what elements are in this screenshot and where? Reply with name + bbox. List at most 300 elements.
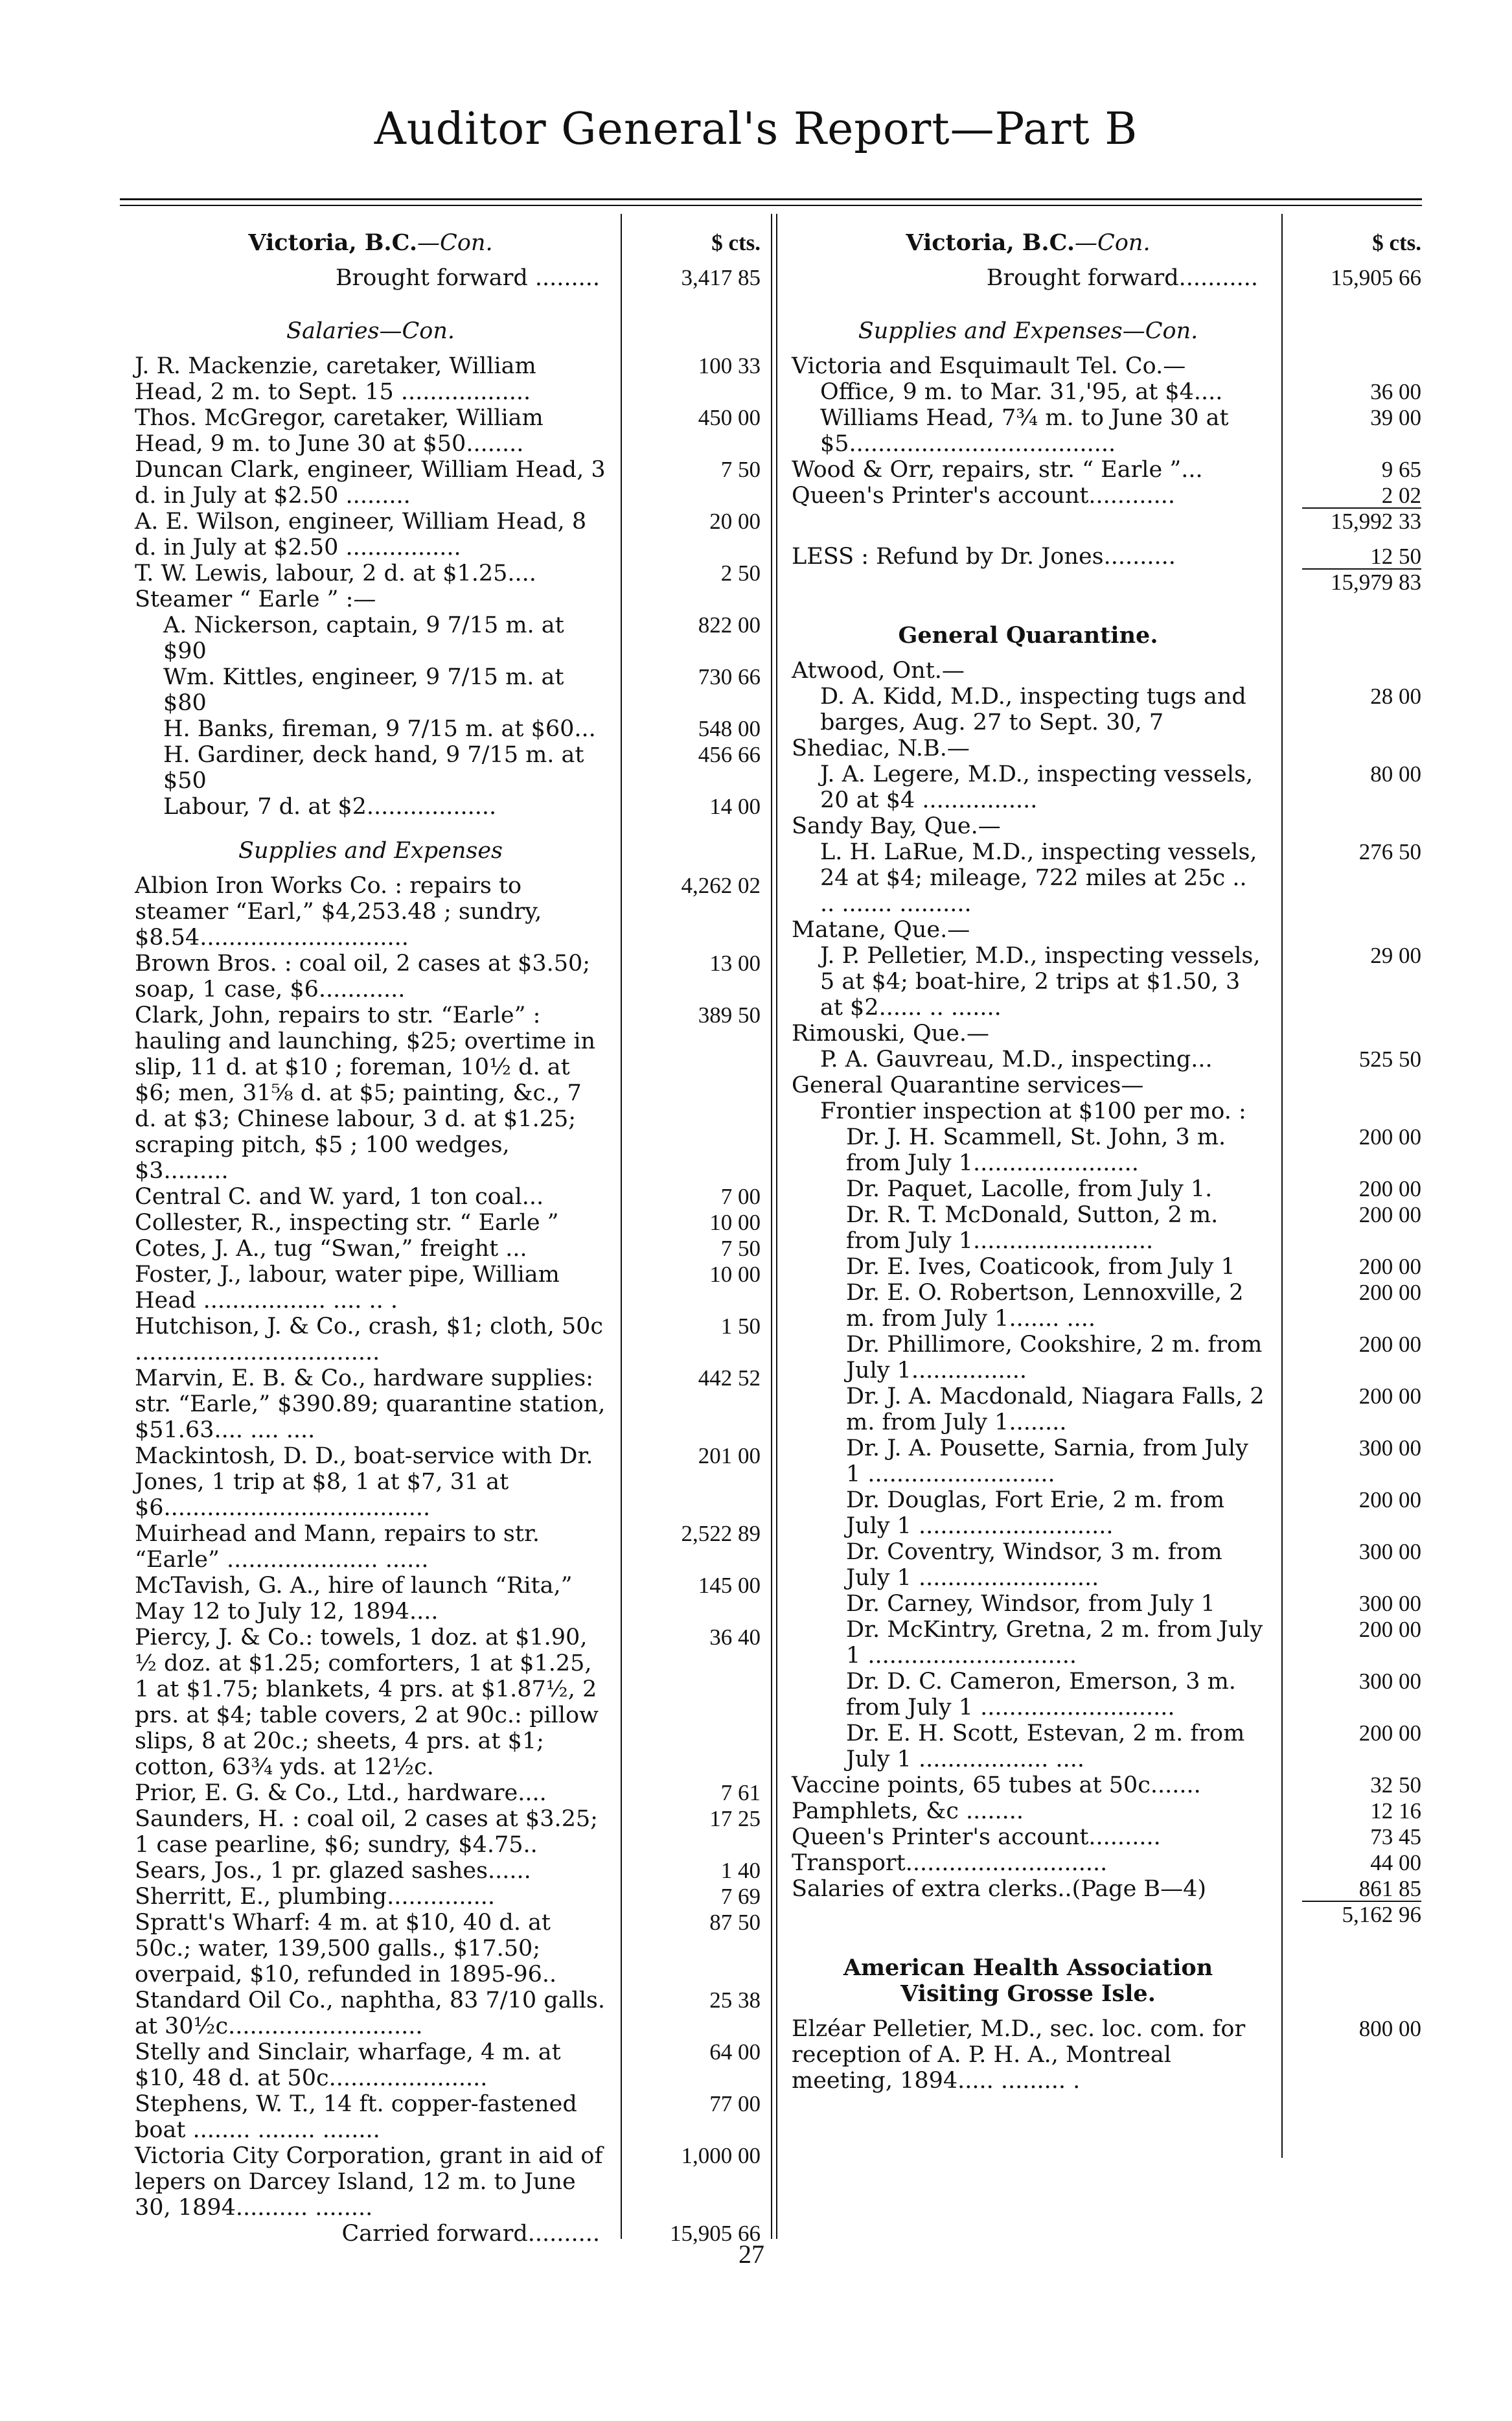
right-entry-sum: [792, 509, 1423, 535]
entry-description: [135, 716, 606, 742]
entry-amount: 36 40: [709, 1625, 761, 1650]
entry-text: Dr. Paquet, Lacolle, from July 1.: [846, 1176, 1213, 1202]
right-entry-ind2: [792, 1202, 1423, 1254]
entry-amount: 2 02: [1381, 483, 1421, 508]
right-entry-item: [792, 353, 1423, 379]
entry-text: J. A. Legere, M.D., inspecting vessels, 20 at $4 ................: [820, 761, 1254, 813]
left-entry-item: [135, 561, 763, 586]
entry-description: [135, 1236, 606, 1262]
entry-text: Rimouski, Que.—: [792, 1021, 990, 1047]
left-entry-item: [135, 1625, 763, 1780]
right-entry-bf: [792, 265, 1423, 291]
entry-description: [792, 1435, 1265, 1487]
entry-description: [792, 265, 1265, 291]
entry-amount: 20 00: [709, 509, 761, 534]
right-entry-item: [792, 483, 1423, 509]
right-entry-ind1: [792, 1047, 1423, 1072]
entry-amount: 2,522 89: [681, 1521, 761, 1546]
left-entry-item: [135, 1858, 763, 1884]
spacer: [135, 291, 763, 300]
entry-text: Brown Bros. : coal oil, 2 cases at $3.50; soap, 1 case, $6............: [135, 951, 591, 1002]
left-entry-subhead: [135, 318, 763, 344]
left-entry-item: [135, 873, 763, 951]
entry-amount: 15,905 66: [670, 2221, 761, 2246]
entry-text: Salaries—Con.: [286, 318, 455, 344]
entry-text: H. Gardiner, deck hand, 9 7/15 m. at $50: [163, 742, 584, 794]
entry-description: [792, 230, 1265, 256]
entry-description: [135, 1314, 606, 1365]
spacer: [135, 300, 763, 318]
entry-text: LESS : Refund by Dr. Jones..........: [792, 544, 1176, 570]
entry-description: [135, 318, 606, 344]
left-entry-item: [135, 1521, 763, 1573]
entry-amount: 36 00: [1370, 379, 1421, 404]
right-entry-ind2: [792, 1617, 1423, 1669]
left-entry-ind1: [135, 794, 763, 820]
entry-description: [792, 1202, 1265, 1254]
left-entry-heading: [135, 230, 763, 256]
entry-text: General Quarantine services—: [792, 1072, 1144, 1098]
right-entry-ind2: [792, 1176, 1423, 1202]
entry-text: H. Banks, fireman, 9 7/15 m. at $60...: [163, 716, 596, 742]
entry-text: Supplies and Expenses: [238, 838, 503, 864]
entry-text: Dr. Phillimore, Cookshire, 2 m. from July 1................: [846, 1332, 1263, 1384]
entry-text: Vaccine points, 65 tubes at 50c.......: [792, 1772, 1201, 1798]
entry-text: Dr. E. Ives, Coaticook, from July 1: [846, 1254, 1235, 1280]
right-entry-item: [792, 1021, 1423, 1047]
entry-text: Dr. Carney, Windsor, from July 1: [846, 1591, 1215, 1617]
entry-description: [792, 1617, 1265, 1669]
right-entry-ind2: [792, 1384, 1423, 1435]
entry-description: [792, 1539, 1265, 1591]
right-entry-heading: [792, 1955, 1423, 2007]
entry-amount: 7 69: [720, 1884, 761, 1909]
entry-description: [135, 265, 606, 291]
entry-text: Brought forward .........: [335, 265, 600, 291]
entry-text: Office, 9 m. to Mar. 31,'95, at $4....: [820, 379, 1223, 405]
entry-text: Dr. R. T. McDonald, Sutton, 2 m. from July 1.........................: [846, 1202, 1219, 1254]
entry-amount: 14 00: [709, 794, 761, 819]
left-entry-item: [135, 1987, 763, 2039]
entry-text: American Health Association Visiting Grosse Isle.: [843, 1954, 1213, 2007]
left-entry-item: [135, 2039, 763, 2091]
entry-text: Salaries of extra clerks..(Page B—4): [792, 1876, 1207, 1902]
entry-description: [792, 1824, 1265, 1850]
entry-description: [792, 405, 1265, 457]
entry-amount: 200 00: [1358, 1720, 1421, 1746]
entry-text: A. E. Wilson, engineer, William Head, 8 d. in July at $2.50 ................: [135, 509, 587, 561]
left-entry-item: [135, 457, 763, 509]
entry-description: [135, 873, 606, 951]
spacer: [792, 344, 1423, 353]
left-entry-item: [135, 2091, 763, 2143]
entry-text: Dr. Douglas, Fort Erie, 2 m. from July 1 ...........................: [846, 1487, 1225, 1539]
entry-text: Carried forward..........: [341, 2221, 600, 2247]
entry-text: Dr. Coventry, Windsor, 3 m. from July 1 .........................: [846, 1539, 1222, 1591]
entry-description: [792, 1591, 1265, 1617]
entry-description: [792, 1280, 1265, 1332]
entry-text: Dr. E. H. Scott, Estevan, 2 m. from July 1 .................. ....: [846, 1720, 1245, 1772]
entry-text: McTavish, G. A., hire of launch “Rita,” May 12 to July 12, 1894....: [135, 1573, 573, 1625]
entry-text: A. Nickerson, captain, 9 7/15 m. at $90: [163, 612, 564, 664]
entry-amount: 300 00: [1358, 1669, 1421, 1694]
entry-description: [792, 353, 1265, 379]
entry-amount: 3,417 85: [681, 265, 761, 290]
entry-amount: 5,162 96: [1283, 1902, 1421, 1928]
entry-amount: 12 50: [1370, 544, 1421, 569]
entry-text: Dr. J. A. Pousette, Sarnia, from July 1 ..........................: [846, 1435, 1248, 1487]
entry-text: Hutchison, J. & Co., crash, $1; cloth, 50c ..................................: [135, 1314, 604, 1365]
entry-description: [792, 1124, 1265, 1176]
entry-description: [135, 2221, 606, 2247]
spacer: [792, 2007, 1423, 2016]
entry-amount: 548 00: [698, 716, 761, 741]
spacer: [135, 2247, 763, 2256]
entry-description: [135, 1625, 606, 1780]
left-entry-item: [135, 1573, 763, 1625]
spacer: [792, 256, 1423, 265]
entry-description: [135, 586, 606, 612]
entry-description: [135, 1780, 606, 1806]
heading-continued: —Con.: [417, 230, 493, 256]
left-entry-bf: [135, 2221, 763, 2247]
entry-text: D. A. Kidd, M.D., inspecting tugs and barges, Aug. 27 to Sept. 30, 7: [820, 684, 1246, 736]
entry-description: [135, 457, 606, 509]
heading-continued: —Con.: [1075, 230, 1151, 256]
entry-description: [135, 2143, 606, 2221]
entry-amount: 28 00: [1370, 684, 1421, 709]
entry-amount: 200 00: [1358, 1384, 1421, 1409]
page-title: Auditor General's Report—Part B: [374, 104, 1138, 155]
left-entry-item: [135, 2143, 763, 2221]
entry-text: Elzéar Pelletier, M.D., sec. loc. com. for reception of A. P. H. A., Montreal meeting, 1894..... ......... .: [792, 2016, 1246, 2094]
entry-amount: 276 50: [1358, 839, 1421, 864]
left-entry-item: [135, 586, 763, 612]
right-entry-item: [792, 813, 1423, 839]
entry-description: [135, 742, 606, 794]
entry-text: Dr. McKintry, Gretna, 2 m. from July 1 .............................: [846, 1617, 1263, 1669]
right-entry-ind2: [792, 1591, 1423, 1617]
right-entries: [792, 230, 1423, 2094]
entry-description: [792, 623, 1265, 649]
entry-description: [792, 1720, 1265, 1772]
right-entry-item: [792, 917, 1423, 943]
entry-amount: 100 33: [698, 353, 761, 378]
entry-description: [792, 457, 1265, 483]
entry-text: Mackintosh, D. D., boat-service with Dr. Jones, 1 trip at $8, 1 at $7, 31 at $6.....................................: [135, 1443, 593, 1521]
right-entry-heading: [792, 230, 1423, 256]
entry-text: P. A. Gauvreau, M.D., inspecting...: [820, 1047, 1213, 1072]
entry-amount: 80 00: [1370, 761, 1421, 787]
left-entry-item: [135, 1184, 763, 1210]
entry-text: Sandy Bay, Que.—: [792, 813, 1001, 839]
entry-description: [792, 1021, 1265, 1047]
entry-description: [792, 544, 1265, 570]
right-entry-ind1: [792, 684, 1423, 736]
header-rule-bottom: [120, 205, 1422, 206]
entry-amount: 300 00: [1358, 1591, 1421, 1616]
entry-description: [792, 1798, 1265, 1824]
left-entry-item: [135, 1262, 763, 1314]
entry-description: [135, 509, 606, 561]
entry-amount: 1,000 00: [681, 2143, 761, 2168]
entry-text: Prior, E. G. & Co., Ltd., hardware....: [135, 1780, 547, 1806]
entry-description: [792, 1254, 1265, 1280]
entry-description: [135, 794, 606, 820]
entry-amount: 200 00: [1358, 1202, 1421, 1227]
entry-description: [135, 2039, 606, 2091]
entry-text: Spratt's Wharf: 4 m. at $10, 40 d. at 50c.; water, 139,500 galls., $17.50; overpaid, $10, refunded in 1895-96..: [135, 1910, 557, 1987]
right-entry-ind2: [792, 1487, 1423, 1539]
entry-description: [135, 230, 606, 256]
left-entry-item: [135, 1236, 763, 1262]
entry-text: J. P. Pelletier, M.D., inspecting vessels, 5 at $4; boat-hire, 2 trips at $1.50, 3 at $2...... .. .......: [820, 943, 1261, 1021]
spacer: [792, 596, 1423, 605]
entry-amount: 13 00: [709, 951, 761, 976]
right-entry-sum: [792, 1902, 1423, 1928]
entry-description: [135, 2091, 606, 2143]
entry-text: Victoria City Corporation, grant in aid of lepers on Darcey Island, 12 m. to June 30, 1894.......... ........: [135, 2143, 603, 2221]
entry-text: Stephens, W. T., 14 ft. copper-fastened boat ........ ........ ........: [135, 2091, 577, 2143]
entry-text: Collester, R., inspecting str. “ Earle ”: [135, 1210, 559, 1236]
entry-text: Steamer “ Earle ” :—: [135, 586, 376, 612]
entry-text: Shediac, N.B.—: [792, 736, 970, 761]
entry-text: Williams Head, 7¾ m. to June 30 at $5.....................................: [820, 405, 1229, 457]
entry-description: [792, 1384, 1265, 1435]
entry-text: Sears, Jos., 1 pr. glazed sashes......: [135, 1858, 531, 1884]
header-rule-top: [120, 198, 1422, 200]
left-entry-ind1: [135, 612, 763, 664]
entry-description: [792, 1487, 1265, 1539]
right-entry-subhead: [792, 318, 1423, 344]
left-entry-item: [135, 405, 763, 457]
entry-text: Central C. and W. yard, 1 ton coal...: [135, 1184, 544, 1210]
entry-description: [135, 1002, 606, 1184]
entry-amount: 7 00: [720, 1184, 761, 1209]
right-entry-item: [792, 1850, 1423, 1876]
entry-amount: 200 00: [1358, 1617, 1421, 1642]
right-entry-item: [792, 1824, 1423, 1850]
entry-description: [792, 813, 1265, 839]
entry-text: Stelly and Sinclair, wharfage, 4 m. at $10, 48 d. at 50c......................: [135, 2039, 561, 2091]
entry-text: Albion Iron Works Co. : repairs to steamer “Earl,” $4,253.48 ; sundry, $8.54.............................: [135, 873, 542, 951]
entry-description: [135, 561, 606, 586]
left-entry-item: [135, 1780, 763, 1806]
column-divider-center-a: [771, 214, 772, 2239]
entry-description: [792, 943, 1265, 1021]
entry-description: [135, 664, 606, 716]
spacer: [792, 1937, 1423, 1955]
entry-description: [792, 917, 1265, 943]
entry-text: Atwood, Ont.—: [792, 658, 965, 684]
entry-description: [135, 1884, 606, 1910]
left-entry-item: [135, 1002, 763, 1184]
entry-amount: 12 16: [1370, 1798, 1421, 1824]
entry-description: [792, 1332, 1265, 1384]
right-entry-ind2: [792, 1435, 1423, 1487]
entry-text: Piercy, J. & Co.: towels, 1 doz. at $1.90, ½ doz. at $1.25; comforters, 1 at $1.25, 1 at $1.75; blankets, 4 prs. at $1.87½, 2 prs. at $4; table covers, 2 at 90c.: pillow slips, 8 at 20c.; sheets, 4 prs. at $1; cotton, 63¾ yds. at 12½c.: [135, 1625, 599, 1780]
left-entry-subhead: [135, 838, 763, 864]
entry-amount: 64 00: [709, 2039, 761, 2065]
right-entry-item: [792, 1072, 1423, 1098]
entry-description: [792, 839, 1265, 917]
page-number: 27: [739, 2240, 764, 2269]
entry-description: [792, 483, 1265, 509]
entry-description: [135, 1521, 606, 1573]
entry-amount: 456 66: [698, 742, 761, 767]
entry-amount: 822 00: [698, 612, 761, 638]
entry-amount: 201 00: [698, 1443, 761, 1468]
entry-description: [792, 761, 1265, 813]
spacer: [135, 256, 763, 265]
entry-text: Dr. J. H. Scammell, St. John, 3 m. from July 1.......................: [846, 1124, 1226, 1176]
entry-text: Queen's Printer's account............: [792, 483, 1175, 509]
entry-description: [792, 2016, 1265, 2094]
left-entry-item: [135, 1210, 763, 1236]
left-entry-ind1: [135, 664, 763, 716]
left-entries: [135, 230, 763, 2256]
entry-description: [135, 1573, 606, 1625]
entry-amount: 32 50: [1370, 1772, 1421, 1798]
entry-description: [135, 1858, 606, 1884]
spacer: [135, 820, 763, 838]
entry-text: Frontier inspection at $100 per mo. :: [820, 1098, 1246, 1124]
right-entry-heading: [792, 623, 1423, 649]
right-entry-ind2: [792, 1124, 1423, 1176]
right-entry-item: [792, 2016, 1423, 2094]
entry-amount: $ cts.: [1372, 230, 1421, 255]
entry-text: Dr. J. A. Macdonald, Niagara Falls, 2 m. from July 1........: [846, 1384, 1265, 1435]
entry-description: [135, 1806, 606, 1858]
entry-description: [792, 379, 1265, 405]
entry-text: Victoria, B.C.: [906, 229, 1075, 256]
entry-amount: 442 52: [698, 1365, 761, 1391]
entry-amount: 1 50: [720, 1314, 761, 1339]
left-entry-item: [135, 1884, 763, 1910]
entry-amount: 25 38: [709, 1987, 761, 2013]
entry-amount: 77 00: [709, 2091, 761, 2116]
entry-description: [792, 658, 1265, 684]
entry-text: Transport............................: [792, 1850, 1108, 1876]
entry-description: [792, 1955, 1265, 2007]
entry-amount: 10 00: [709, 1210, 761, 1235]
left-entry-item: [135, 1443, 763, 1521]
entry-text: Victoria and Esquimault Tel. Co.—: [792, 353, 1186, 379]
entry-text: Thos. McGregor, caretaker, William Head, 9 m. to June 30 at $50........: [135, 405, 544, 457]
entry-text: Muirhead and Mann, repairs to str. “Earle” ..................... ......: [135, 1521, 540, 1573]
right-entry-ind2: [792, 1669, 1423, 1720]
entry-description: [792, 1047, 1265, 1072]
entry-text: J. R. Mackenzie, caretaker, William Head, 2 m. to Sept. 15 ..................: [135, 353, 536, 405]
entry-amount: 87 50: [709, 1910, 761, 1935]
entry-description: [135, 1987, 606, 2039]
right-entry-ind1: [792, 1098, 1423, 1124]
entry-text: Wm. Kittles, engineer, 9 7/15 m. at $80: [163, 664, 564, 716]
entry-amount: 1 40: [720, 1858, 761, 1883]
left-column: [135, 230, 763, 2256]
entry-description: [792, 684, 1265, 736]
entry-description: [135, 951, 606, 1002]
spacer: [135, 344, 763, 353]
left-entry-ind1: [135, 716, 763, 742]
entry-description: [135, 1443, 606, 1521]
right-entry-ind1: [792, 379, 1423, 405]
right-column: [792, 230, 1423, 2094]
right-entry-item: [792, 1798, 1423, 1824]
right-entry-ind2: [792, 1720, 1423, 1772]
entry-text: Matane, Que.—: [792, 917, 970, 943]
entry-description: [135, 1262, 606, 1314]
entry-text: Marvin, E. B. & Co., hardware supplies: str. “Earle,” $390.89; quarantine station, $51.63.... .... ....: [135, 1365, 606, 1443]
entry-text: Sherritt, E., plumbing...............: [135, 1884, 495, 1910]
left-entry-item: [135, 353, 763, 405]
entry-description: [792, 1772, 1265, 1798]
right-entry-ind1: [792, 405, 1423, 457]
left-entry-item: [135, 1910, 763, 1987]
entry-description: [135, 1910, 606, 1987]
entry-amount: 730 66: [698, 664, 761, 689]
entry-amount: 450 00: [698, 405, 761, 430]
entry-amount: 200 00: [1358, 1280, 1421, 1305]
entry-description: [792, 1850, 1265, 1876]
left-entry-item: [135, 1314, 763, 1365]
entry-description: [135, 1184, 606, 1210]
left-entry-item: [135, 509, 763, 561]
entry-amount: 15,979 83: [1283, 570, 1421, 596]
entry-amount: 200 00: [1358, 1487, 1421, 1512]
entry-amount: 9 65: [1381, 457, 1421, 482]
entry-amount: 145 00: [698, 1573, 761, 1598]
entry-text: Dr. E. O. Robertson, Lennoxville, 2 m. from July 1....... ....: [846, 1280, 1244, 1332]
entry-amount: 7 61: [720, 1780, 761, 1805]
entry-text: Brought forward...........: [986, 265, 1258, 291]
entry-text: Saunders, H. : coal oil, 2 cases at $3.25; 1 case pearline, $6; sundry, $4.75..: [135, 1806, 598, 1858]
entry-amount: 525 50: [1358, 1047, 1421, 1072]
entry-amount: 200 00: [1358, 1124, 1421, 1150]
entry-amount: 300 00: [1358, 1435, 1421, 1461]
entry-amount: 200 00: [1358, 1176, 1421, 1201]
entry-description: [135, 838, 606, 864]
right-entry-ind1: [792, 761, 1423, 813]
entry-text: Dr. D. C. Cameron, Emerson, 3 m. from July 1 ...........................: [846, 1669, 1236, 1720]
entry-description: [135, 1365, 606, 1443]
entry-text: Foster, J., labour, water pipe, William Head ................. .... .. .: [135, 1262, 560, 1314]
right-entry-item: [792, 1772, 1423, 1798]
entry-amount: 10 00: [709, 1262, 761, 1287]
entry-amount: $ cts.: [711, 230, 761, 255]
entry-text: Supplies and Expenses—Con.: [858, 318, 1198, 344]
entry-amount: 17 25: [709, 1806, 761, 1831]
right-entry-ind2: [792, 1332, 1423, 1384]
entry-amount: 389 50: [698, 1002, 761, 1028]
column-divider-center-b: [776, 214, 777, 2239]
spacer: [792, 300, 1423, 318]
entry-description: [135, 612, 606, 664]
right-entry-item: [792, 1876, 1423, 1902]
entry-amount: 15,992 33: [1283, 509, 1421, 535]
right-entry-sum: [792, 570, 1423, 596]
entry-description: [792, 1669, 1265, 1720]
left-entry-ind1: [135, 742, 763, 794]
spacer: [792, 535, 1423, 544]
entry-description: [792, 736, 1265, 761]
left-entry-item: [135, 1365, 763, 1443]
left-entry-item: [135, 1806, 763, 1858]
spacer: [792, 1928, 1423, 1937]
right-entry-ind1: [792, 839, 1423, 917]
entry-amount: 39 00: [1370, 405, 1421, 430]
spacer: [792, 605, 1423, 623]
